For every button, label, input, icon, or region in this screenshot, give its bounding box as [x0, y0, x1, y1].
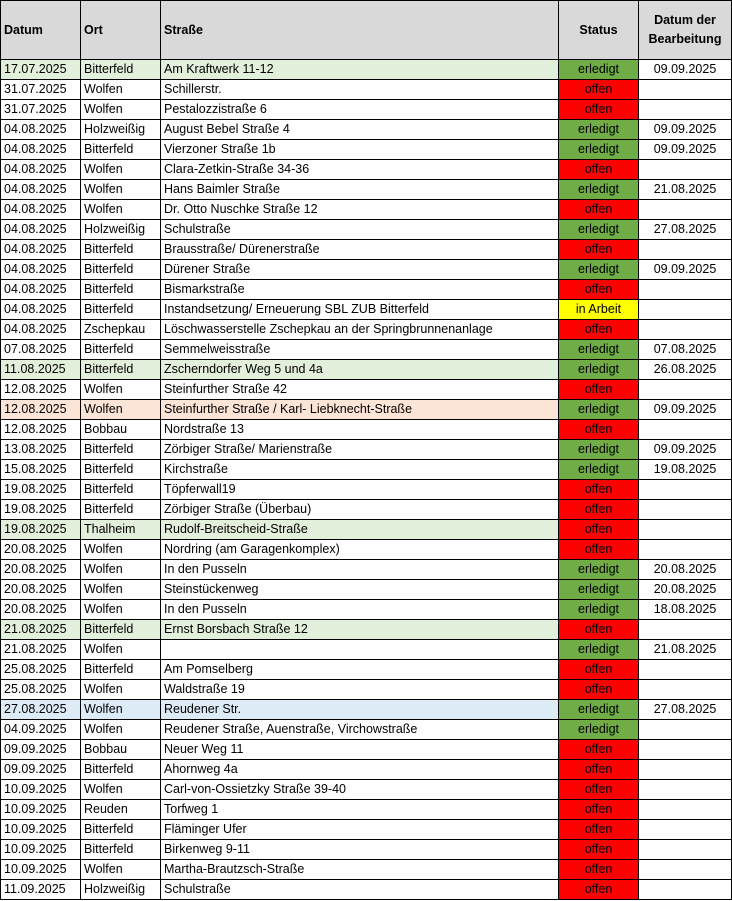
cell-status[interactable]: offen	[559, 880, 639, 900]
cell-status[interactable]: offen	[559, 660, 639, 680]
cell-ort[interactable]: Wolfen	[81, 400, 161, 420]
cell-ort[interactable]: Wolfen	[81, 600, 161, 620]
cell-ort[interactable]: Bitterfeld	[81, 460, 161, 480]
cell-datum-der-bearbeitung[interactable]	[639, 620, 732, 640]
cell-datum[interactable]: 09.09.2025	[1, 740, 81, 760]
cell-datum[interactable]: 21.08.2025	[1, 640, 81, 660]
table-row	[1, 660, 732, 680]
cell-datum-der-bearbeitung[interactable]: 09.09.2025	[639, 60, 732, 80]
cell-datum-der-bearbeitung[interactable]: 26.08.2025	[639, 360, 732, 380]
cell-datum[interactable]: 12.08.2025	[1, 380, 81, 400]
cell-datum-der-bearbeitung[interactable]: 18.08.2025	[639, 600, 732, 620]
cell-status[interactable]: offen	[559, 160, 639, 180]
cell-status[interactable]: erledigt	[559, 600, 639, 620]
cell-strasse[interactable]: Bismarkstraße	[161, 280, 559, 300]
cell-ort[interactable]: Bitterfeld	[81, 60, 161, 80]
cell-datum-der-bearbeitung[interactable]	[639, 800, 732, 820]
cell-strasse[interactable]: Töpferwall19	[161, 480, 559, 500]
table-row	[1, 200, 732, 220]
cell-datum[interactable]: 15.08.2025	[1, 460, 81, 480]
cell-ort[interactable]: Bitterfeld	[81, 240, 161, 260]
cell-ort[interactable]: Wolfen	[81, 720, 161, 740]
cell-status[interactable]: offen	[559, 100, 639, 120]
cell-strasse[interactable]: Zscherndorfer Weg 5 und 4a	[161, 360, 559, 380]
cell-datum-der-bearbeitung[interactable]: 27.08.2025	[639, 700, 732, 720]
cell-datum-der-bearbeitung[interactable]	[639, 420, 732, 440]
cell-datum[interactable]: 25.08.2025	[1, 680, 81, 700]
table-row	[1, 440, 732, 460]
table-row	[1, 640, 732, 660]
cell-status[interactable]: erledigt	[559, 700, 639, 720]
cell-status[interactable]: offen	[559, 280, 639, 300]
cell-strasse[interactable]: Nordstraße 13	[161, 420, 559, 440]
cell-status[interactable]: erledigt	[559, 340, 639, 360]
table-body	[1, 60, 732, 900]
cell-ort[interactable]: Wolfen	[81, 580, 161, 600]
cell-ort[interactable]: Holzweißig	[81, 120, 161, 140]
cell-datum[interactable]: 04.08.2025	[1, 300, 81, 320]
table-row	[1, 780, 732, 800]
cell-status[interactable]: erledigt	[559, 400, 639, 420]
table-row	[1, 700, 732, 720]
cell-ort[interactable]: Bitterfeld	[81, 280, 161, 300]
cell-strasse[interactable]: Brausstraße/ Dürenerstraße	[161, 240, 559, 260]
cell-datum-der-bearbeitung[interactable]	[639, 380, 732, 400]
table-row	[1, 420, 732, 440]
cell-ort[interactable]: Wolfen	[81, 200, 161, 220]
cell-datum-der-bearbeitung[interactable]: 09.09.2025	[639, 120, 732, 140]
table-row	[1, 140, 732, 160]
cell-ort[interactable]: Wolfen	[81, 860, 161, 880]
cell-strasse[interactable]: Reudener Straße, Auenstraße, Virchowstraße	[161, 720, 559, 740]
cell-datum[interactable]: 04.08.2025	[1, 120, 81, 140]
cell-ort[interactable]: Bitterfeld	[81, 500, 161, 520]
cell-strasse[interactable]: Am Kraftwerk 11-12	[161, 60, 559, 80]
cell-status[interactable]: offen	[559, 820, 639, 840]
table-row	[1, 180, 732, 200]
cell-datum-der-bearbeitung[interactable]	[639, 760, 732, 780]
cell-datum-der-bearbeitung[interactable]	[639, 540, 732, 560]
cell-ort[interactable]: Reuden	[81, 800, 161, 820]
table-row	[1, 360, 732, 380]
cell-status[interactable]: offen	[559, 240, 639, 260]
cell-datum-der-bearbeitung[interactable]	[639, 160, 732, 180]
cell-ort[interactable]: Holzweißig	[81, 220, 161, 240]
table-row	[1, 100, 732, 120]
cell-status[interactable]: erledigt	[559, 460, 639, 480]
cell-datum-der-bearbeitung[interactable]	[639, 720, 732, 740]
cell-ort[interactable]: Bobbau	[81, 420, 161, 440]
cell-strasse[interactable]: Steinfurther Straße / Karl- Liebknecht-Straße	[161, 400, 559, 420]
cell-status[interactable]: offen	[559, 740, 639, 760]
cell-strasse[interactable]: Rudolf-Breitscheid-Straße	[161, 520, 559, 540]
cell-strasse[interactable]: Ernst Borsbach Straße 12	[161, 620, 559, 640]
cell-ort[interactable]: Wolfen	[81, 700, 161, 720]
cell-ort[interactable]: Wolfen	[81, 640, 161, 660]
cell-strasse[interactable]: Zörbiger Straße (Überbau)	[161, 500, 559, 520]
cell-ort[interactable]: Wolfen	[81, 100, 161, 120]
cell-status[interactable]: erledigt	[559, 140, 639, 160]
table-row	[1, 520, 732, 540]
cell-strasse[interactable]: Dürener Straße	[161, 260, 559, 280]
cell-ort[interactable]: Bitterfeld	[81, 360, 161, 380]
cell-datum[interactable]: 04.08.2025	[1, 260, 81, 280]
cell-ort[interactable]: Thalheim	[81, 520, 161, 540]
cell-datum-der-bearbeitung[interactable]	[639, 780, 732, 800]
cell-datum[interactable]: 10.09.2025	[1, 860, 81, 880]
cell-strasse[interactable]	[161, 640, 559, 660]
cell-ort[interactable]: Wolfen	[81, 380, 161, 400]
cell-strasse[interactable]: Vierzoner Straße 1b	[161, 140, 559, 160]
header-datum-der-bearbeitung[interactable]: Datum der Bearbeitung	[639, 1, 732, 60]
cell-datum[interactable]: 19.08.2025	[1, 500, 81, 520]
table-row	[1, 460, 732, 480]
cell-ort[interactable]: Bitterfeld	[81, 820, 161, 840]
cell-datum[interactable]: 10.09.2025	[1, 780, 81, 800]
cell-datum[interactable]: 04.09.2025	[1, 720, 81, 740]
cell-status[interactable]: offen	[559, 620, 639, 640]
cell-datum-der-bearbeitung[interactable]	[639, 100, 732, 120]
cell-strasse[interactable]: Fläminger Ufer	[161, 820, 559, 840]
cell-ort[interactable]: Bitterfeld	[81, 760, 161, 780]
cell-strasse[interactable]: Nordring (am Garagenkomplex)	[161, 540, 559, 560]
cell-datum-der-bearbeitung[interactable]	[639, 240, 732, 260]
cell-datum[interactable]: 17.07.2025	[1, 60, 81, 80]
cell-datum-der-bearbeitung[interactable]: 09.09.2025	[639, 140, 732, 160]
table-row	[1, 240, 732, 260]
cell-strasse[interactable]: Birkenweg 9-11	[161, 840, 559, 860]
cell-datum[interactable]: 11.08.2025	[1, 360, 81, 380]
header-datum[interactable]: Datum	[1, 1, 81, 60]
cell-datum[interactable]: 20.08.2025	[1, 600, 81, 620]
table-row	[1, 160, 732, 180]
cell-datum[interactable]: 07.08.2025	[1, 340, 81, 360]
cell-status[interactable]: offen	[559, 780, 639, 800]
cell-ort[interactable]: Bitterfeld	[81, 840, 161, 860]
cell-ort[interactable]: Bitterfeld	[81, 620, 161, 640]
cell-status[interactable]: offen	[559, 540, 639, 560]
table-row	[1, 220, 732, 240]
cell-datum-der-bearbeitung[interactable]	[639, 860, 732, 880]
cell-ort[interactable]: Holzweißig	[81, 880, 161, 900]
cell-datum-der-bearbeitung[interactable]	[639, 840, 732, 860]
cell-ort[interactable]: Zschepkau	[81, 320, 161, 340]
table-row	[1, 720, 732, 740]
cell-datum[interactable]: 10.09.2025	[1, 840, 81, 860]
table-row	[1, 580, 732, 600]
cell-datum-der-bearbeitung[interactable]: 21.08.2025	[639, 180, 732, 200]
table-row	[1, 300, 732, 320]
cell-datum-der-bearbeitung[interactable]	[639, 200, 732, 220]
cell-ort[interactable]: Wolfen	[81, 680, 161, 700]
table-row	[1, 880, 732, 900]
cell-status[interactable]: offen	[559, 200, 639, 220]
cell-strasse[interactable]: Pestalozzistraße 6	[161, 100, 559, 120]
cell-strasse[interactable]: In den Pusseln	[161, 560, 559, 580]
cell-datum[interactable]: 19.08.2025	[1, 520, 81, 540]
cell-strasse[interactable]: August Bebel Straße 4	[161, 120, 559, 140]
table-row	[1, 80, 732, 100]
cell-strasse[interactable]: Hans Baimler Straße	[161, 180, 559, 200]
cell-datum-der-bearbeitung[interactable]	[639, 660, 732, 680]
cell-ort[interactable]: Wolfen	[81, 180, 161, 200]
cell-strasse[interactable]: Schulstraße	[161, 220, 559, 240]
table-row	[1, 340, 732, 360]
header-strasse[interactable]: Straße	[161, 1, 559, 60]
table-row	[1, 480, 732, 500]
table-row	[1, 600, 732, 620]
table-row	[1, 540, 732, 560]
table-row	[1, 620, 732, 640]
cell-datum[interactable]: 09.09.2025	[1, 760, 81, 780]
cell-datum[interactable]: 10.09.2025	[1, 820, 81, 840]
cell-ort[interactable]: Wolfen	[81, 80, 161, 100]
cell-datum-der-bearbeitung[interactable]	[639, 80, 732, 100]
cell-ort[interactable]: Wolfen	[81, 160, 161, 180]
cell-datum[interactable]: 04.08.2025	[1, 280, 81, 300]
cell-strasse[interactable]: Kirchstraße	[161, 460, 559, 480]
cell-strasse[interactable]: Clara-Zetkin-Straße 34-36	[161, 160, 559, 180]
cell-datum-der-bearbeitung[interactable]	[639, 520, 732, 540]
cell-datum[interactable]: 04.08.2025	[1, 200, 81, 220]
cell-datum[interactable]: 04.08.2025	[1, 220, 81, 240]
cell-strasse[interactable]: Torfweg 1	[161, 800, 559, 820]
table-row	[1, 860, 732, 880]
cell-ort[interactable]: Bitterfeld	[81, 260, 161, 280]
cell-status[interactable]: offen	[559, 420, 639, 440]
cell-datum[interactable]: 27.08.2025	[1, 700, 81, 720]
cell-status[interactable]: offen	[559, 520, 639, 540]
cell-datum-der-bearbeitung[interactable]: 09.09.2025	[639, 440, 732, 460]
table-row	[1, 280, 732, 300]
table-row	[1, 740, 732, 760]
cell-strasse[interactable]: Neuer Weg 11	[161, 740, 559, 760]
cell-datum[interactable]: 20.08.2025	[1, 580, 81, 600]
cell-strasse[interactable]: Instandsetzung/ Erneuerung SBL ZUB Bitterfeld	[161, 300, 559, 320]
cell-strasse[interactable]: Löschwasserstelle Zschepkau an der Springbrunnenanlage	[161, 320, 559, 340]
cell-datum-der-bearbeitung[interactable]: 09.09.2025	[639, 260, 732, 280]
cell-status[interactable]: offen	[559, 80, 639, 100]
table-row	[1, 820, 732, 840]
cell-ort[interactable]: Bitterfeld	[81, 660, 161, 680]
cell-strasse[interactable]: Semmelweisstraße	[161, 340, 559, 360]
cell-datum-der-bearbeitung[interactable]	[639, 820, 732, 840]
cell-datum-der-bearbeitung[interactable]: 27.08.2025	[639, 220, 732, 240]
cell-datum-der-bearbeitung[interactable]: 09.09.2025	[639, 400, 732, 420]
table-row	[1, 380, 732, 400]
cell-strasse[interactable]: Martha-Brautzsch-Straße	[161, 860, 559, 880]
header-status[interactable]: Status	[559, 1, 639, 60]
cell-strasse[interactable]: Waldstraße 19	[161, 680, 559, 700]
cell-datum[interactable]: 04.08.2025	[1, 320, 81, 340]
cell-ort[interactable]: Wolfen	[81, 780, 161, 800]
cell-datum[interactable]: 04.08.2025	[1, 180, 81, 200]
cell-status[interactable]: offen	[559, 840, 639, 860]
table-row	[1, 560, 732, 580]
cell-status[interactable]: offen	[559, 380, 639, 400]
table-row	[1, 260, 732, 280]
cell-ort[interactable]: Bitterfeld	[81, 300, 161, 320]
cell-status[interactable]: erledigt	[559, 180, 639, 200]
cell-datum[interactable]: 20.08.2025	[1, 560, 81, 580]
cell-status[interactable]: offen	[559, 500, 639, 520]
header-row	[1, 1, 732, 60]
cell-datum-der-bearbeitung[interactable]	[639, 500, 732, 520]
cell-status[interactable]: offen	[559, 480, 639, 500]
cell-status[interactable]: erledigt	[559, 640, 639, 660]
cell-status[interactable]: in Arbeit	[559, 300, 639, 320]
cell-status[interactable]: offen	[559, 680, 639, 700]
cell-status[interactable]: erledigt	[559, 440, 639, 460]
cell-strasse[interactable]: Carl-von-Ossietzky Straße 39-40	[161, 780, 559, 800]
table-row	[1, 680, 732, 700]
cell-ort[interactable]: Bitterfeld	[81, 140, 161, 160]
cell-datum[interactable]: 10.09.2025	[1, 800, 81, 820]
table-row	[1, 400, 732, 420]
cell-datum[interactable]: 19.08.2025	[1, 480, 81, 500]
cell-datum-der-bearbeitung[interactable]: 19.08.2025	[639, 460, 732, 480]
cell-datum-der-bearbeitung[interactable]	[639, 680, 732, 700]
cell-datum[interactable]: 21.08.2025	[1, 620, 81, 640]
cell-datum-der-bearbeitung[interactable]: 20.08.2025	[639, 580, 732, 600]
cell-status[interactable]: erledigt	[559, 720, 639, 740]
cell-datum-der-bearbeitung[interactable]: 07.08.2025	[639, 340, 732, 360]
cell-status[interactable]: erledigt	[559, 560, 639, 580]
cell-ort[interactable]: Bitterfeld	[81, 440, 161, 460]
cell-datum[interactable]: 31.07.2025	[1, 100, 81, 120]
table-row	[1, 760, 732, 780]
cell-status[interactable]: offen	[559, 760, 639, 780]
cell-strasse[interactable]: Schulstraße	[161, 880, 559, 900]
cell-datum-der-bearbeitung[interactable]	[639, 880, 732, 900]
table-row	[1, 500, 732, 520]
header-ort[interactable]: Ort	[81, 1, 161, 60]
cell-status[interactable]: erledigt	[559, 60, 639, 80]
table-row	[1, 120, 732, 140]
cell-strasse[interactable]: Steinstückenweg	[161, 580, 559, 600]
cell-strasse[interactable]: Schillerstr.	[161, 80, 559, 100]
cell-status[interactable]: offen	[559, 320, 639, 340]
table-row	[1, 60, 732, 80]
cell-status[interactable]: offen	[559, 800, 639, 820]
cell-strasse[interactable]: Ahornweg 4a	[161, 760, 559, 780]
table-row	[1, 320, 732, 340]
table-row	[1, 840, 732, 860]
cell-datum-der-bearbeitung[interactable]	[639, 320, 732, 340]
cell-status[interactable]: erledigt	[559, 220, 639, 240]
cell-strasse[interactable]: Am Pomselberg	[161, 660, 559, 680]
cell-status[interactable]: erledigt	[559, 120, 639, 140]
cell-datum-der-bearbeitung[interactable]: 21.08.2025	[639, 640, 732, 660]
cell-datum[interactable]: 12.08.2025	[1, 400, 81, 420]
cell-datum[interactable]: 04.08.2025	[1, 160, 81, 180]
cell-datum[interactable]: 11.09.2025	[1, 880, 81, 900]
cell-ort[interactable]: Bitterfeld	[81, 480, 161, 500]
cell-datum-der-bearbeitung[interactable]	[639, 480, 732, 500]
cell-datum-der-bearbeitung[interactable]	[639, 300, 732, 320]
table-row	[1, 800, 732, 820]
cell-strasse[interactable]: Reudener Str.	[161, 700, 559, 720]
cell-ort[interactable]: Wolfen	[81, 540, 161, 560]
cell-status[interactable]: erledigt	[559, 260, 639, 280]
cell-datum-der-bearbeitung[interactable]	[639, 280, 732, 300]
cell-datum[interactable]: 25.08.2025	[1, 660, 81, 680]
cell-datum-der-bearbeitung[interactable]	[639, 740, 732, 760]
cell-datum[interactable]: 04.08.2025	[1, 140, 81, 160]
cell-status[interactable]: offen	[559, 860, 639, 880]
cell-ort[interactable]: Bobbau	[81, 740, 161, 760]
cell-ort[interactable]: Wolfen	[81, 560, 161, 580]
cell-strasse[interactable]: In den Pusseln	[161, 600, 559, 620]
cell-datum[interactable]: 20.08.2025	[1, 540, 81, 560]
cell-strasse[interactable]: Steinfurther Straße 42	[161, 380, 559, 400]
cell-datum[interactable]: 31.07.2025	[1, 80, 81, 100]
cell-status[interactable]: erledigt	[559, 580, 639, 600]
cell-datum[interactable]: 13.08.2025	[1, 440, 81, 460]
cell-strasse[interactable]: Dr. Otto Nuschke Straße 12	[161, 200, 559, 220]
cell-datum[interactable]: 04.08.2025	[1, 240, 81, 260]
cell-datum-der-bearbeitung[interactable]: 20.08.2025	[639, 560, 732, 580]
cell-datum[interactable]: 12.08.2025	[1, 420, 81, 440]
cell-status[interactable]: erledigt	[559, 360, 639, 380]
cell-strasse[interactable]: Zörbiger Straße/ Marienstraße	[161, 440, 559, 460]
cell-ort[interactable]: Bitterfeld	[81, 340, 161, 360]
